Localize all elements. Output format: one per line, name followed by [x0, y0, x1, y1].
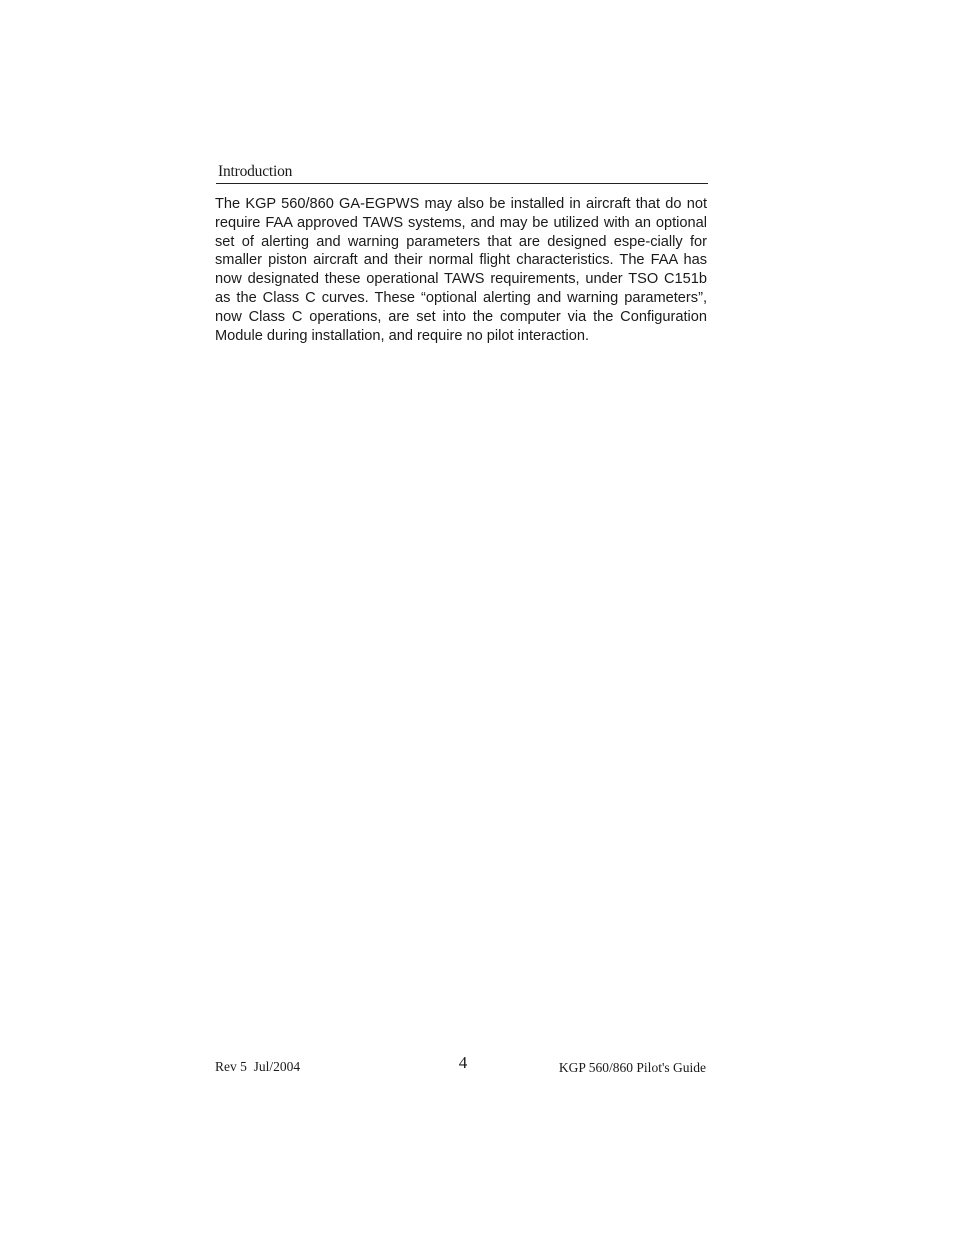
footer-document-title: KGP 560/860 Pilot's Guide — [558, 1060, 706, 1075]
footer-revision: Rev 5 Jul/2004 — [215, 1059, 301, 1074]
section-heading: Introduction — [216, 162, 708, 184]
intro-paragraph: The KGP 560/860 GA-EGPWS may also be installed in aircraft that do not require FAA approved TAWS systems, and may be utilized with an optional set of alerting and warning parameters that are designed espe-cially for smaller piston aircraft and their normal flight characteristics. The FAA has now designated these operational TAWS requirements, under TSO C151b as the Class C curves. These “optional alerting and warning parameters”, now Class C operations, are set into the computer via the Configuration Module during installation, and require no pilot interaction. — [215, 196, 707, 344]
footer-page-number: 4 — [458, 1053, 468, 1072]
